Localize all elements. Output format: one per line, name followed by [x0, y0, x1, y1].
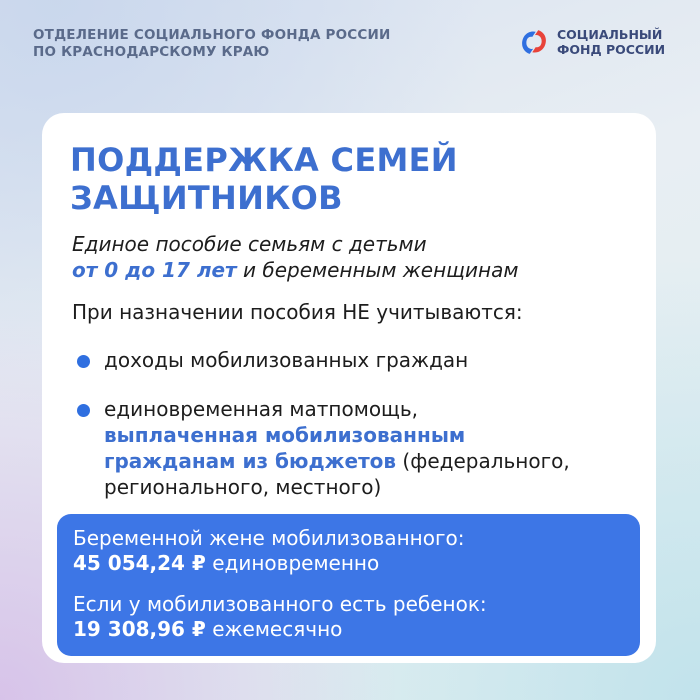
bullet-text-part2: (федерального, регионального, местного): [104, 449, 570, 499]
bullet-text: доходы мобилизованных граждан: [104, 348, 469, 372]
bullet-dot-icon: [77, 355, 90, 368]
bullet-dot-icon: [77, 404, 90, 417]
sfr-logo: [517, 25, 665, 59]
org-title: [33, 27, 391, 61]
child-period: ежемесячно: [212, 617, 343, 641]
subtitle-part2: и беременным женщинам: [243, 258, 519, 282]
pregnant-payment: [73, 551, 624, 576]
pregnant-amount: 45 054,24 ₽: [73, 551, 206, 575]
bullet-item: [77, 396, 594, 500]
bullet-text: [104, 396, 594, 500]
card-title: ПОДДЕРЖКА СЕМЕЙ ЗАЩИТНИКОВ: [70, 141, 458, 217]
pregnant-label: Беременной жене мобилизованного:: [73, 526, 465, 550]
pregnant-period: единовременно: [212, 551, 380, 575]
card-subtitle: [72, 231, 632, 283]
child-payment: [73, 617, 624, 642]
child-label: Если у мобилизованного есть ребенок:: [73, 592, 487, 616]
logo-text-line2: ФОНД РОССИИ: [557, 42, 666, 57]
org-title-line2: ПО КРАСНОДАРСКОМУ КРАЮ: [33, 44, 270, 60]
subtitle-highlight: от 0 до 17 лет: [72, 258, 237, 282]
bullet-highlight: выплаченная мобилизованным гражданам из бюджетов: [104, 423, 466, 473]
payments-panel: [57, 514, 640, 656]
logo-text-line1: СОЦИАЛЬНЫЙ: [557, 27, 663, 42]
org-title-line1: ОТДЕЛЕНИЕ СОЦИАЛЬНОГО ФОНДА РОССИИ: [33, 27, 391, 43]
bullet-item: [77, 347, 594, 373]
logo-text: [557, 27, 665, 57]
bullet-text-part1: единовременная матпомощь,: [104, 397, 419, 421]
sfr-logo-icon: [517, 25, 551, 59]
subtitle-part1: Единое пособие семьям с детьми: [72, 232, 427, 256]
not-counted-heading: При назначении пособия НЕ учитываются:: [72, 300, 523, 324]
child-amount: 19 308,96 ₽: [73, 617, 206, 641]
